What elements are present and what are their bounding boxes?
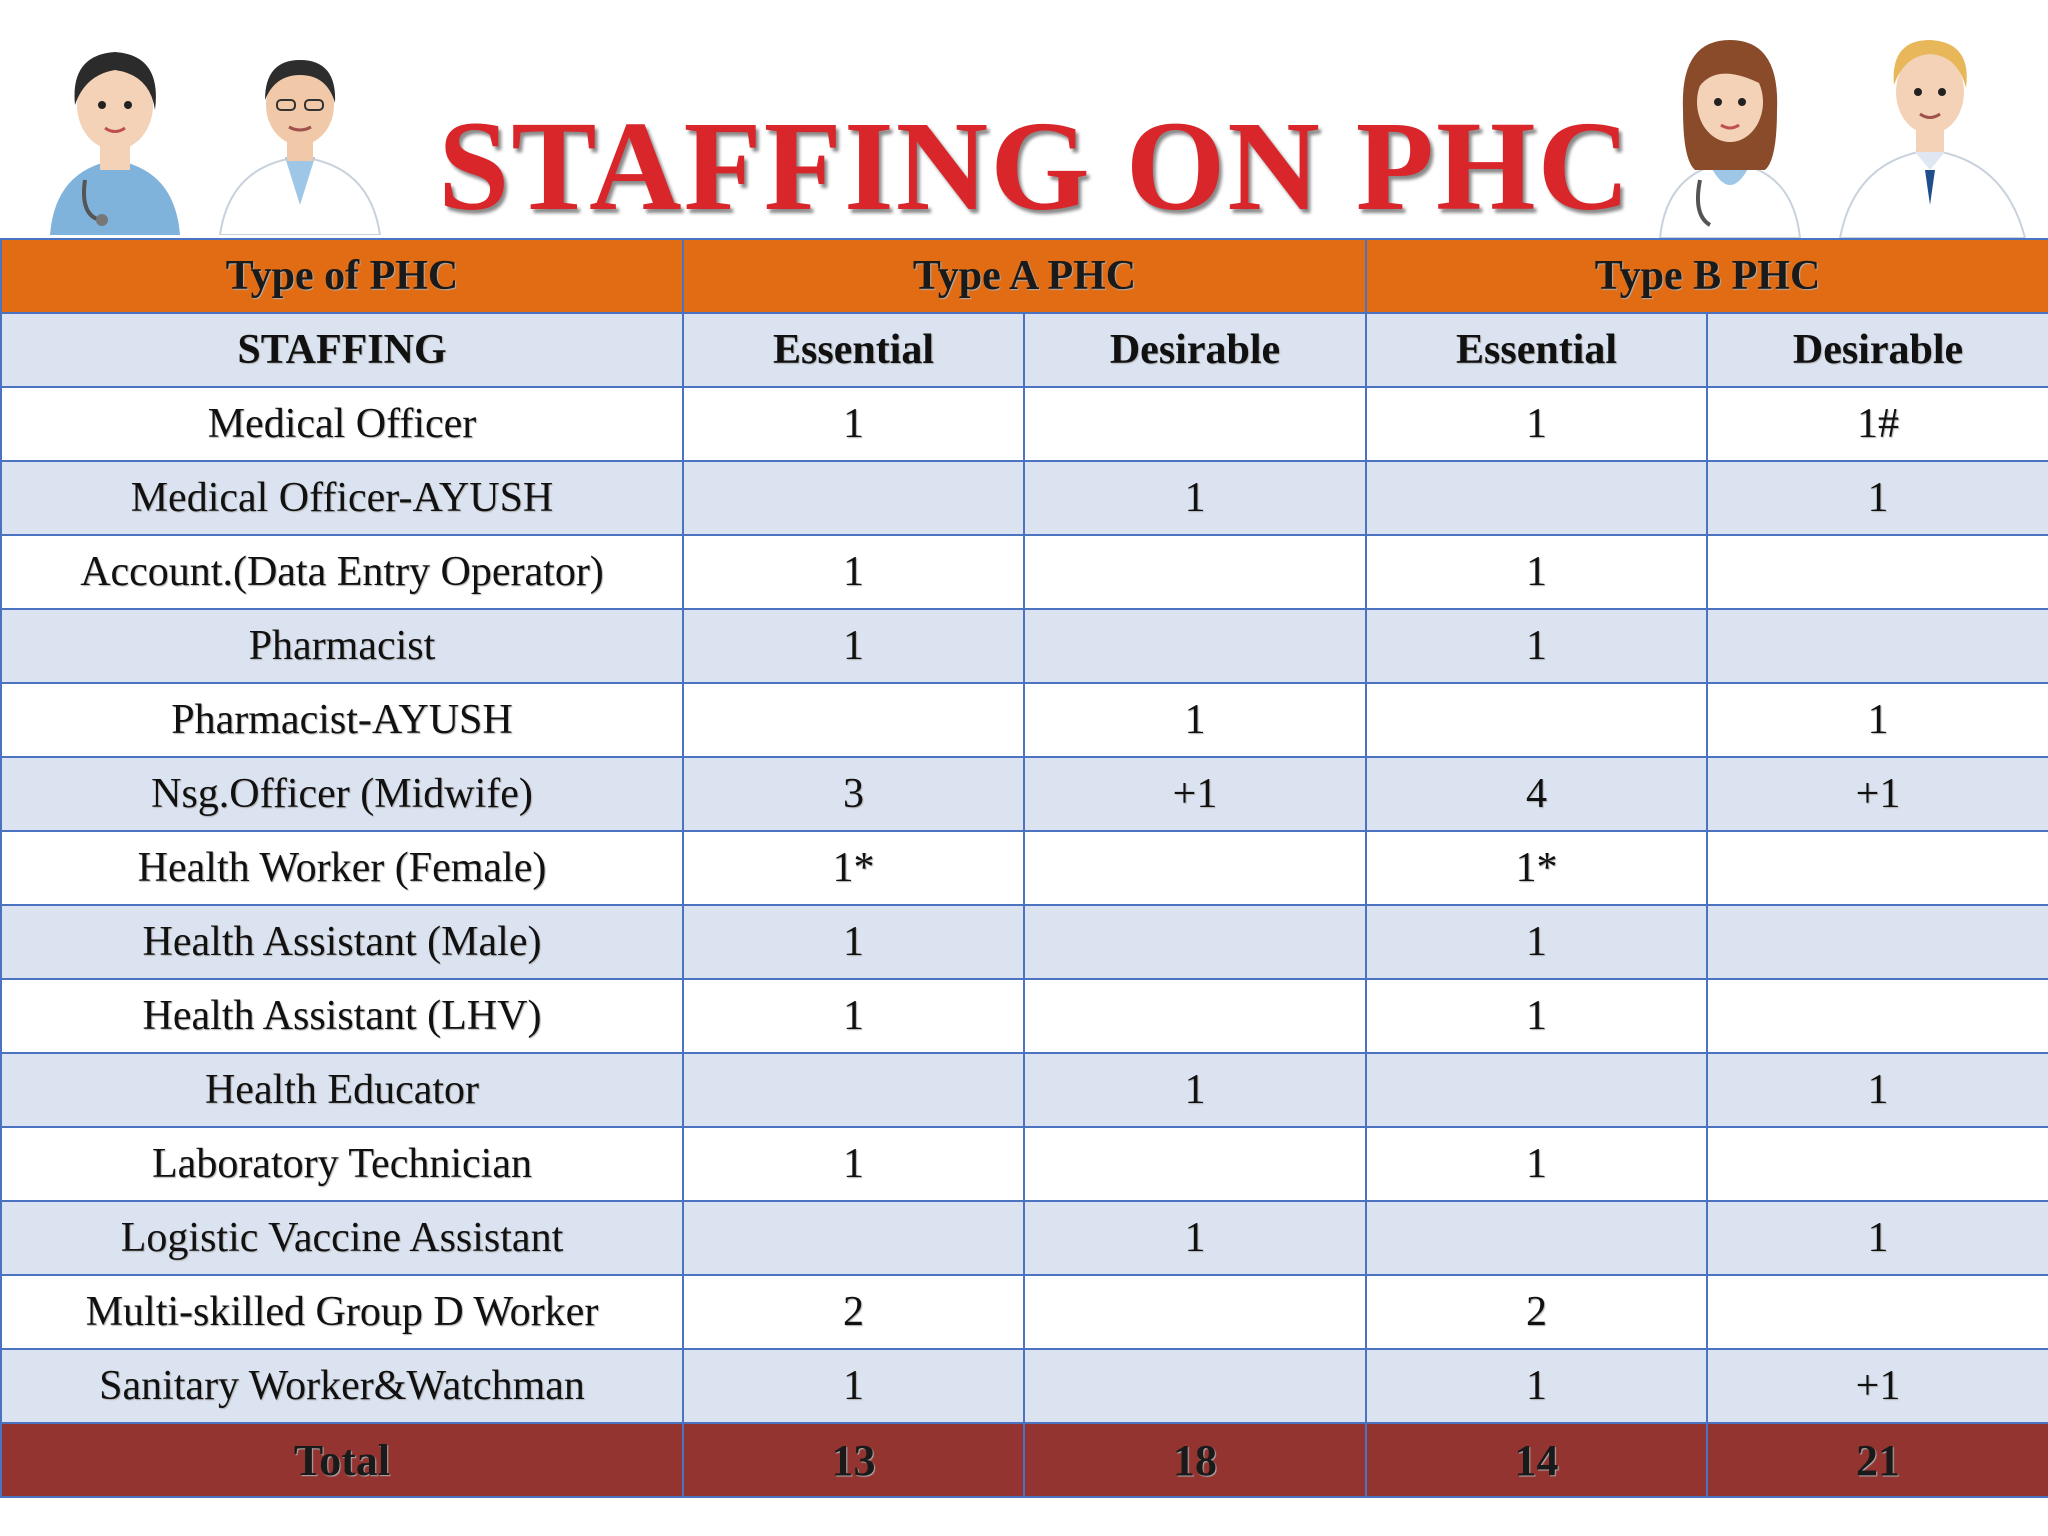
type-a-phc-header: Type A PHC — [683, 239, 1366, 313]
type-b-desirable-cell — [1707, 979, 2048, 1053]
table-row — [1, 535, 2048, 609]
doctor-female-icon — [40, 30, 190, 235]
type-b-essential-cell — [1366, 1201, 1707, 1275]
type-b-essential-cell: 1 — [1366, 905, 1707, 979]
table-sub-header — [1, 313, 2048, 387]
table-row — [1, 1201, 2048, 1275]
staff-name-cell: Medical Officer-AYUSH — [1, 461, 683, 535]
type-b-essential-cell: 1* — [1366, 831, 1707, 905]
type-a-desirable-cell — [1024, 979, 1366, 1053]
table-row — [1, 757, 2048, 831]
type-b-desirable-cell: 1 — [1707, 1053, 2048, 1127]
type-b-desirable-cell — [1707, 905, 2048, 979]
type-a-essential-header: Essential — [683, 313, 1024, 387]
type-a-essential-cell: 1 — [683, 905, 1024, 979]
type-b-phc-header: Type B PHC — [1366, 239, 2048, 313]
table-row — [1, 905, 2048, 979]
type-a-essential-total: 13 — [683, 1423, 1024, 1497]
type-b-desirable-cell — [1707, 831, 2048, 905]
type-a-desirable-cell: 1 — [1024, 461, 1366, 535]
table-row — [1, 831, 2048, 905]
staffing-header: STAFFING — [1, 313, 683, 387]
type-b-essential-cell: 1 — [1366, 1127, 1707, 1201]
type-a-essential-cell: 2 — [683, 1275, 1024, 1349]
type-b-desirable-cell: 1# — [1707, 387, 2048, 461]
staff-name-cell: Health Assistant (Male) — [1, 905, 683, 979]
type-b-essential-cell — [1366, 1053, 1707, 1127]
type-b-essential-cell: 1 — [1366, 535, 1707, 609]
type-b-essential-cell: 1 — [1366, 387, 1707, 461]
type-a-desirable-cell: 1 — [1024, 1201, 1366, 1275]
type-b-desirable-cell — [1707, 609, 2048, 683]
doctor-male-icon — [1830, 30, 2030, 238]
type-b-desirable-cell — [1707, 1127, 2048, 1201]
type-b-desirable-total: 21 — [1707, 1423, 2048, 1497]
staff-name-cell: Health Educator — [1, 1053, 683, 1127]
staff-name-cell: Laboratory Technician — [1, 1127, 683, 1201]
type-a-essential-cell: 1 — [683, 535, 1024, 609]
staff-name-cell: Sanitary Worker&Watchman — [1, 1349, 683, 1423]
type-b-desirable-header: Desirable — [1707, 313, 2048, 387]
type-a-essential-cell — [683, 1053, 1024, 1127]
type-b-desirable-cell: +1 — [1707, 1349, 2048, 1423]
staff-name-cell: Health Worker (Female) — [1, 831, 683, 905]
type-a-desirable-cell — [1024, 535, 1366, 609]
type-a-desirable-cell: 1 — [1024, 1053, 1366, 1127]
type-a-essential-cell — [683, 683, 1024, 757]
table-row — [1, 1275, 2048, 1349]
table-row — [1, 1349, 2048, 1423]
type-a-desirable-total: 18 — [1024, 1423, 1366, 1497]
type-a-desirable-cell — [1024, 1127, 1366, 1201]
table-row — [1, 1053, 2048, 1127]
type-a-essential-cell: 1 — [683, 1349, 1024, 1423]
type-b-desirable-cell: 1 — [1707, 683, 2048, 757]
table-row — [1, 979, 2048, 1053]
doctor-male-icon — [215, 45, 385, 235]
type-b-essential-cell: 2 — [1366, 1275, 1707, 1349]
table-row — [1, 609, 2048, 683]
type-a-desirable-cell — [1024, 831, 1366, 905]
type-a-desirable-cell — [1024, 387, 1366, 461]
total-row — [1, 1423, 2048, 1497]
table-group-header — [1, 239, 2048, 313]
staff-name-cell: Logistic Vaccine Assistant — [1, 1201, 683, 1275]
staffing-table — [0, 238, 2048, 1498]
type-b-essential-cell: 1 — [1366, 979, 1707, 1053]
type-a-desirable-cell: 1 — [1024, 683, 1366, 757]
staff-name-cell: Medical Officer — [1, 387, 683, 461]
type-a-essential-cell: 1 — [683, 979, 1024, 1053]
type-a-desirable-header: Desirable — [1024, 313, 1366, 387]
header-banner — [0, 0, 2048, 238]
type-a-desirable-cell — [1024, 609, 1366, 683]
type-a-desirable-cell — [1024, 1349, 1366, 1423]
page-title: STAFFING ON PHC — [438, 95, 1632, 237]
type-a-essential-cell: 1* — [683, 831, 1024, 905]
staff-name-cell: Pharmacist-AYUSH — [1, 683, 683, 757]
total-label: Total — [1, 1423, 683, 1497]
type-a-essential-cell: 3 — [683, 757, 1024, 831]
table-row — [1, 387, 2048, 461]
type-b-desirable-cell: 1 — [1707, 1201, 2048, 1275]
type-a-essential-cell: 1 — [683, 387, 1024, 461]
staff-name-cell: Nsg.Officer (Midwife) — [1, 757, 683, 831]
type-b-essential-total: 14 — [1366, 1423, 1707, 1497]
type-a-desirable-cell — [1024, 1275, 1366, 1349]
type-b-essential-cell: 1 — [1366, 1349, 1707, 1423]
type-b-essential-cell: 1 — [1366, 609, 1707, 683]
table-row — [1, 461, 2048, 535]
type-b-desirable-cell: 1 — [1707, 461, 2048, 535]
type-b-essential-header: Essential — [1366, 313, 1707, 387]
type-b-desirable-cell — [1707, 1275, 2048, 1349]
type-b-essential-cell — [1366, 461, 1707, 535]
table-row — [1, 683, 2048, 757]
staff-name-cell: Multi-skilled Group D Worker — [1, 1275, 683, 1349]
type-a-desirable-cell — [1024, 905, 1366, 979]
staff-name-cell: Health Assistant (LHV) — [1, 979, 683, 1053]
type-a-essential-cell: 1 — [683, 1127, 1024, 1201]
staff-name-cell: Account.(Data Entry Operator) — [1, 535, 683, 609]
type-b-essential-cell: 4 — [1366, 757, 1707, 831]
type-b-desirable-cell — [1707, 535, 2048, 609]
type-a-desirable-cell: +1 — [1024, 757, 1366, 831]
type-b-essential-cell — [1366, 683, 1707, 757]
table-row — [1, 1127, 2048, 1201]
type-of-phc-header: Type of PHC — [1, 239, 683, 313]
type-a-essential-cell — [683, 1201, 1024, 1275]
type-b-desirable-cell: +1 — [1707, 757, 2048, 831]
type-a-essential-cell — [683, 461, 1024, 535]
type-a-essential-cell: 1 — [683, 609, 1024, 683]
doctor-female-icon — [1655, 30, 1805, 238]
staff-name-cell: Pharmacist — [1, 609, 683, 683]
